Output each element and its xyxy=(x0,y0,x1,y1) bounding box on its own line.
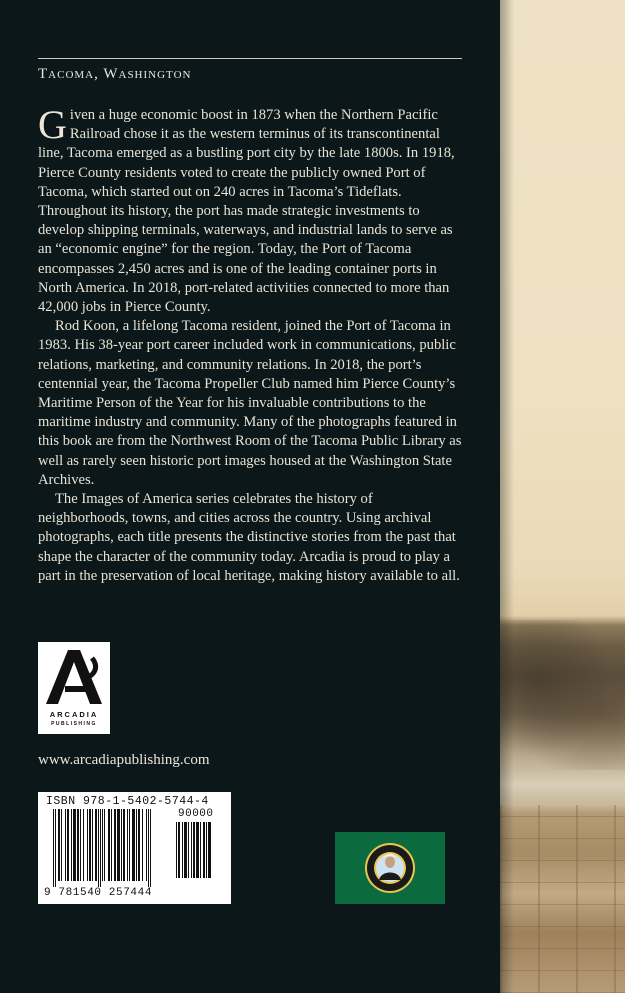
barcode-bar xyxy=(188,822,189,878)
barcode-bar xyxy=(65,809,66,881)
barcode-bar xyxy=(127,809,128,881)
barcode-bar xyxy=(87,809,88,881)
barcode-bar xyxy=(102,809,103,881)
barcode-bar xyxy=(182,822,183,878)
barcode-bar xyxy=(71,809,72,881)
barcode-bar xyxy=(80,809,81,881)
barcode-digits: 9 781540 257444 xyxy=(44,887,153,899)
barcode-bar xyxy=(55,809,56,887)
barcode-bar xyxy=(123,809,125,881)
barcode-bar xyxy=(98,809,99,887)
blurb-paragraph-3: The Images of America series celebrates the history of neighborhoods, towns, and cities across the country. Using archival photographs, each title presents the distinctive stories from the past that shape the character of the community today. Arcadia is proud to play a part in the preservation of local heritage, making history available to all. xyxy=(38,491,460,584)
header-rule xyxy=(38,58,462,59)
barcode-addon-bars xyxy=(176,822,222,884)
place-title: Tacoma, Washington xyxy=(38,66,192,82)
barcode-bar xyxy=(184,822,187,878)
barcode-bar xyxy=(95,809,97,881)
barcode-bar xyxy=(100,809,101,887)
publisher-logo xyxy=(38,642,110,734)
barcode-bar xyxy=(73,809,76,881)
isbn-label: ISBN 978-1-5402-5744-4 xyxy=(46,795,209,808)
barcode-bar xyxy=(58,809,60,881)
barcode-bar xyxy=(61,809,62,881)
barcode-bar xyxy=(138,809,140,881)
photo-spine-shadow xyxy=(500,0,514,993)
barcode-bar xyxy=(178,822,180,878)
barcode-bar xyxy=(193,822,195,878)
barcode-bar xyxy=(117,809,120,881)
barcode-bar xyxy=(150,809,151,887)
washington-state-flag xyxy=(335,832,445,904)
cover-blurb xyxy=(38,102,462,586)
blurb-paragraph-2: Rod Koon, a lifelong Tacoma resident, joined the Port of Tacoma in 1983. His 38-year port career included work in communications, public relations, marketing, and community relations. In 2018, the port’s centennial year, the Tacoma Propeller Club named him Pierce County’s Maritime Person of the Year for his invaluable contributions to the maritime industry and community. Many of the photographs featured in this book are from the Northwest Room of the Tacoma Public Library as well as rarely seen historic port images housed at the Washington State Archives. xyxy=(38,318,462,488)
blurb-paragraph-1 xyxy=(38,102,462,317)
barcode-bar xyxy=(191,822,192,878)
barcode-bar xyxy=(104,809,105,881)
barcode-bar xyxy=(92,809,93,881)
barcode-bar xyxy=(121,809,122,881)
barcode-bar xyxy=(196,822,199,878)
barcode-bars xyxy=(53,809,171,887)
barcode-bar xyxy=(208,822,211,878)
blurb-paragraph-1-text: iven a huge economic boost in 1873 when the Northern Pacific Railroad chose it as the western terminus of its transcontinental line, Tacoma emerged as a bustling port city by the late 1800s. In 1918, Pierce County residents voted to create the publicly owned Port of Tacoma, which started out on 240 acres in Tacoma’s Tideflats. Throughout its history, the port has made strategic investments to develop shipping terminals, waterways, and industrial lands to serve as an “economic engine” for the region. Today, the Port of Tacoma encompasses 2,450 acres and is one of the leading container ports in North America. In 2018, port-related activities connected to more than 42,000 jobs in Pierce County. xyxy=(38,107,455,316)
barcode-bar xyxy=(132,809,135,881)
price-code: 90000 xyxy=(178,808,214,820)
barcode-bar xyxy=(53,809,54,887)
barcode-bar xyxy=(148,809,149,887)
barcode-bar xyxy=(114,809,116,881)
barcode-bar xyxy=(77,809,79,881)
barcode-bar xyxy=(206,822,207,878)
barcode-bar xyxy=(108,809,110,881)
barcode-bar xyxy=(89,809,91,881)
logo-subtitle: PUBLISHING xyxy=(51,721,97,727)
barcode-bar xyxy=(83,809,84,881)
barcode-bar xyxy=(203,822,205,878)
photo-treeline xyxy=(500,620,625,770)
barcode-bar xyxy=(129,809,130,881)
barcode-bar xyxy=(142,809,143,881)
barcode-bar xyxy=(136,809,137,881)
isbn-barcode xyxy=(38,792,231,904)
washington-state-flag-icon xyxy=(335,832,445,904)
barcode-bar xyxy=(111,809,112,881)
photo-dock-planks xyxy=(500,805,625,993)
barcode-bar xyxy=(176,822,177,878)
publisher-website: www.arcadiapublishing.com xyxy=(38,752,210,768)
logo-name: ARCADIA xyxy=(49,710,99,719)
arcadia-a-logo-icon xyxy=(38,642,110,708)
barcode-bar xyxy=(146,809,147,881)
drop-cap: G xyxy=(38,102,67,147)
barcode-bar xyxy=(67,809,69,881)
barcode-bar xyxy=(200,822,201,878)
cover-photo-strip xyxy=(500,0,625,993)
